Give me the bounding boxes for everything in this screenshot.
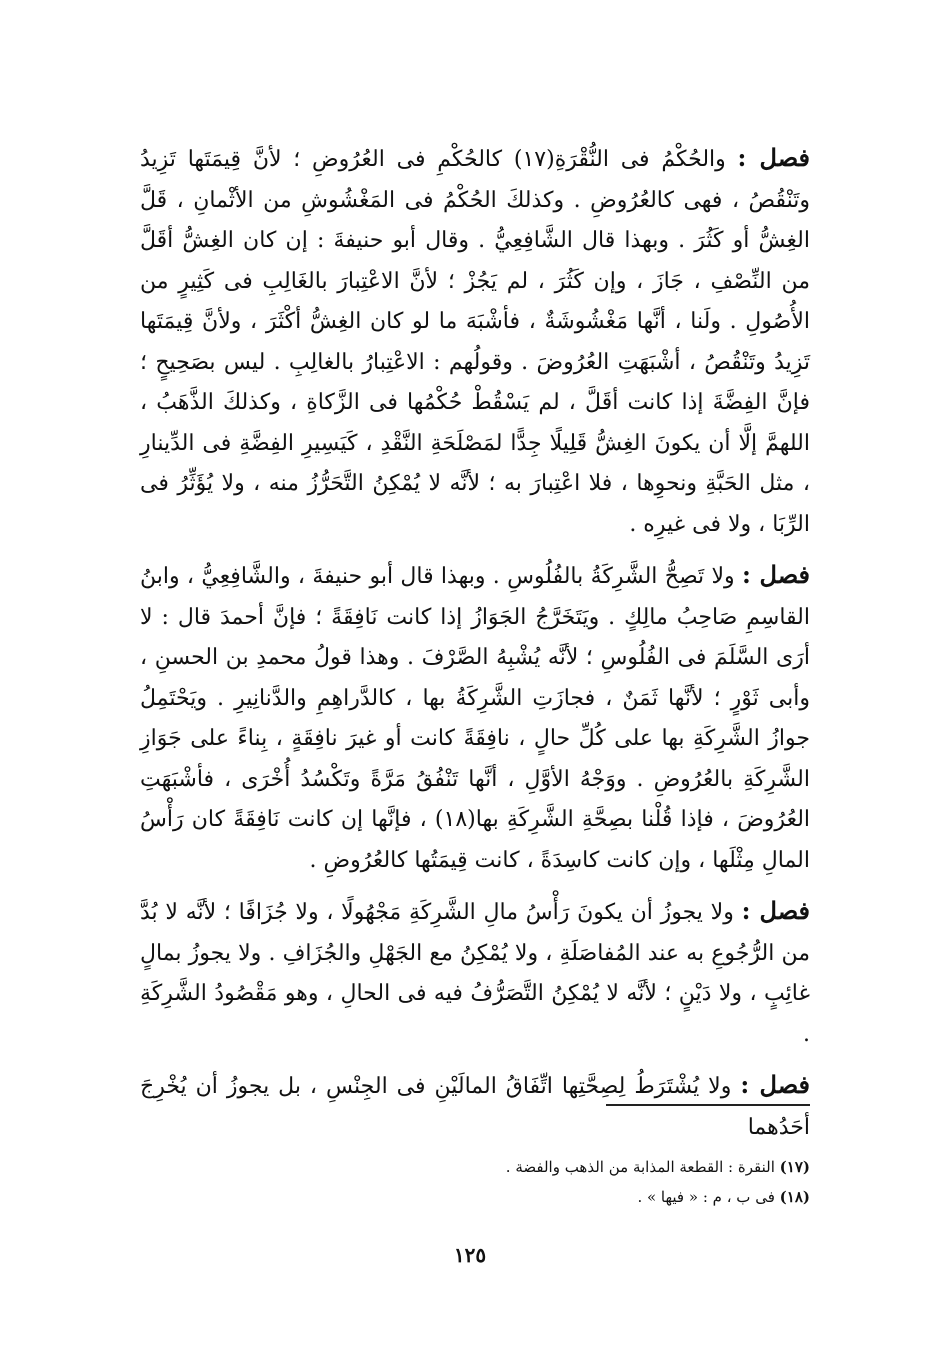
- footnotes: [140, 1152, 810, 1212]
- paragraph-text: والحُكْمُ فى النُّقْرَةِ(١٧) كالحُكْمِ فى العُرُوضِ ؛ لأنَّ قِيمَتَها تَزِيدُ وتَنْقُصُ ، فهى كالعُرُوضِ . وكذلكَ الحُكْمُ فى المَغْشُوشِ من الأثْمانِ ، قَلَّ الغِشُّ أو كَثُرَ . وبهذا قال الشَّافِعِيُّ . وقال أبو حنيفةَ : إن كان الغِشُّ أقَلَّ من النِّصْفِ ، جَازَ ، وإن كَثُرَ ، لم يَجُزْ ؛ لأنَّ الاعْتِبارَ بالغَالِبِ فى كَثِيرٍ من الأُصُولِ . ولَنا ، أنَّها مَغْشُوشَةٌ ، فأشْبَهَ ما لو كان الغِشُّ أكْثَرَ ، ولأنَّ قِيمَتَها تَزِيدُ وتَنْقُصُ ، أشْبَهَتِ العُرُوضَ . وقولُهم : الاعْتِبارُ بالغالِبِ . ليس بصَحِيحٍ ؛ فإنَّ الفِضَّةَ إذا كانت أقَلَّ ، لم يَسْقُطْ حُكْمُها فى الزَّكاةِ ، وكذلكَ الذَّهَبُ ، اللهمَّ إلَّا أن يكونَ الغِشُّ قَلِيلًا جِدًّا لمَصْلَحَةِ النَّقْدِ ، كَيَسِيرِ الفِضَّةِ فى الدِّينارِ ، مثل الحَبَّةِ ونحوِها ، فلا اعْتِبارَ به ؛ لأنَّه لا يُمْكِنُ التَّحَرُّزُ منه ، ولا يُؤَثِّرُ فى الرِّبَا ، ولا فى غيرِه .: [140, 147, 810, 537]
- footnote-18: [140, 1182, 810, 1212]
- paragraph-3: [140, 891, 810, 1055]
- footnote-text: فى ب ، م : « فيها » .: [637, 1188, 775, 1206]
- section-label: فصل :: [740, 1070, 810, 1099]
- paragraph-1: [140, 138, 810, 545]
- main-text: [140, 138, 810, 1158]
- paragraph-text: ولا يُشْتَرَطُ لِصِحَّتِها اتِّفَاقُ المالَيْنِ فى الجِنْسِ ، بل يجوزُ أن يُخْرِجَ أحَدُهما: [140, 1074, 810, 1140]
- section-label: فصل :: [737, 143, 810, 172]
- footnote-17: [140, 1152, 810, 1182]
- paragraph-text: ولا تَصِحُّ الشَّرِكَةُ بالفُلُوسِ . وبهذا قال أبو حنيفةَ ، والشَّافِعِيُّ ، وابنُ القاسِمِ صَاحِبُ مالِكٍ . ويَتَخَرَّجُ الجَوَازُ إذا كانت نَافِقَةً ؛ فإنَّ أحمدَ قال : لا أرَى السَّلَمَ فى الفُلُوسِ ؛ لأنَّه يُشْبِهُ الصَّرْفَ . وهذا قولُ محمدِ بن الحسنِ ، وأبى ثَوْرٍ ؛ لأنَّها ثَمَنٌ ، فجازَتِ الشَّرِكَةُ بها ، كالدَّراهِمِ والدَّنانِيرِ . ويَحْتَمِلُ جوازُ الشَّرِكَةِ بها على كُلِّ حالٍ ، نافِقَةً كانت أو غيرَ نافِقَةٍ ، بِناءً على جَوَازِ الشَّرِكَةِ بالعُرُوضِ . ووَجْهُ الأوَّلِ ، أنَّها تَنْفُقُ مَرَّةً وتَكْسُدُ أُخْرَى ، فأشْبَهَتِ العُرُوضَ ، فإذا قُلْنا بصِحَّةِ الشَّرِكَةِ بها(١٨) ، فإنَّها إن كانت نَافِقَةً كان رَأْسُ المالِ مِثْلَها ، وإن كانت كاسِدَةً ، كانت قِيمَتُها كالعُرُوضِ .: [140, 564, 811, 873]
- paragraph-2: [140, 555, 810, 881]
- page-number: ١٢٥: [453, 1243, 487, 1267]
- footnote-separator: [606, 1104, 810, 1106]
- section-label: فصل :: [741, 560, 810, 589]
- paragraph-4: [140, 1065, 810, 1148]
- section-label: فصل :: [741, 896, 810, 925]
- footnote-text: النقرة : القطعة المذابة من الذهب والفضة .: [505, 1158, 775, 1176]
- footnote-number: (١٨): [779, 1188, 810, 1206]
- footnote-number: (١٧): [779, 1158, 810, 1176]
- paragraph-text: ولا يجوزُ أن يكونَ رَأْسُ مالِ الشَّرِكَةِ مَجْهُولًا ، ولا جُزَافًا ؛ لأنَّه لا بُدَّ من الرُّجُوعِ به عند المُفاصَلَةِ ، ولا يُمْكِنُ مع الجَهْلِ والجُزَافِ . ولا يجوزُ بمالٍ غائِبٍ ، ولا دَيْنٍ ؛ لأنَّه لا يُمْكِنُ التَّصَرُّفُ فيه فى الحالِ ، وهو مَقْصُودُ الشَّرِكَةِ .: [140, 900, 810, 1047]
